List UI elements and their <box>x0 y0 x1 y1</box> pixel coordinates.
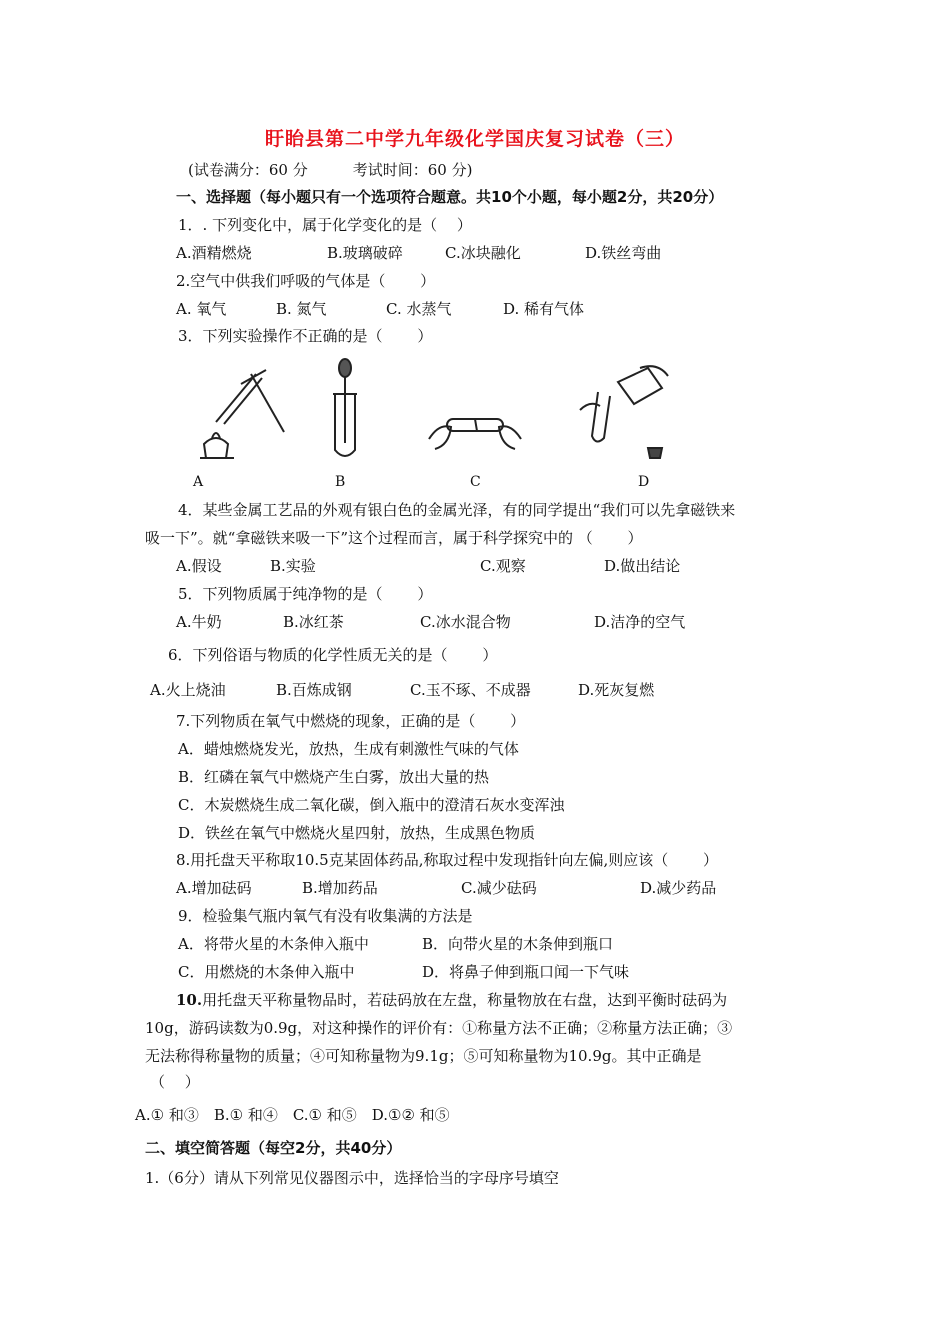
question-9-option-c: C．用燃烧的木条伸入瓶中 <box>178 963 355 981</box>
question-1-option-b: B.玻璃破碎 <box>327 244 403 262</box>
question-9-option-a: A．将带火星的木条伸入瓶中 <box>178 935 369 953</box>
section-2-heading: 二、填空简答题（每空2分，共40分） <box>145 1139 402 1157</box>
question-7-stem: 7.下列物质在氧气中燃烧的现象，正确的是（ ） <box>176 712 526 730</box>
exam-info: (试卷满分：60 分 考试时间：60 分) <box>188 161 473 179</box>
question-6-option-c: C.玉不琢、不成器 <box>410 681 531 699</box>
question-6-option-a: A.火上烧油 <box>150 681 226 699</box>
figure-b-dropper <box>325 358 365 462</box>
question-8-option-c: C.减少砝码 <box>461 879 537 897</box>
question-10-stem-line2: 10g，游码读数为0.9g，对这种操作的评价有：①称量方法不正确；②称量方法正确；③ <box>145 1019 733 1037</box>
figure-d-pouring-liquid <box>578 362 678 466</box>
question-5-option-b: B.冰红茶 <box>283 613 344 631</box>
question-8-stem: 8.用托盘天平称取10.5克某固体药品,称取过程中发现指针向左偏,则应该（ ） <box>176 851 719 869</box>
question-9-stem: 9．检验集气瓶内氧气有没有收集满的方法是 <box>178 907 473 925</box>
question-8-option-d: D.减少药品 <box>640 879 717 897</box>
question-4-stem-line2: 吸一下”。就“拿磁铁来吸一下”这个过程而言，属于科学探究中的 （ ） <box>145 529 643 547</box>
figure-a-heating-tube <box>196 362 296 462</box>
question-9-option-d: D．将鼻子伸到瓶口闻一下气味 <box>422 963 630 981</box>
question-4-option-b: B.实验 <box>270 557 316 575</box>
question-7-option-c: C．木炭燃烧生成二氧化碳，倒入瓶中的澄清石灰水变浑浊 <box>178 796 565 814</box>
question-1-option-c: C.冰块融化 <box>445 244 521 262</box>
question-5-option-c: C.冰水混合物 <box>420 613 511 631</box>
question-6-stem: 6．下列俗语与物质的化学性质无关的是（ ） <box>168 646 498 664</box>
question-5-option-a: A.牛奶 <box>176 613 222 631</box>
figure-d-label: D <box>638 474 650 490</box>
question-7-option-b: B．红磷在氧气中燃烧产生白雾，放出大量的热 <box>178 768 490 786</box>
question-10-stem-line3: 无法称得称量物的质量；④可知称量物为9.1g；⑤可知称量物为10.9g。其中正确是 <box>145 1047 702 1065</box>
question-10-number: 10. <box>176 991 203 1009</box>
section-1-heading: 一、选择题（每小题只有一个选项符合题意。共10个小题，每小题2分，共20分） <box>176 188 724 206</box>
question-4-stem-line1: 4．某些金属工艺品的外观有银白色的金属光泽，有的同学提出“我们可以先拿磁铁来 <box>178 501 736 519</box>
question-8-option-b: B.增加药品 <box>302 879 378 897</box>
question-1-option-a: A.酒精燃烧 <box>176 244 252 262</box>
figure-c-label: C <box>470 474 481 490</box>
figure-b-label: B <box>335 474 346 490</box>
question-7-option-a: A．蜡烛燃烧发光，放热，生成有刺激性气味的气体 <box>178 740 519 758</box>
fill-question-1: 1.（6分）请从下列常见仪器图示中，选择恰当的字母序号填空 <box>145 1169 559 1187</box>
question-10-options: A.① 和③ B.① 和④ C.① 和⑤ D.①② 和⑤ <box>135 1106 450 1124</box>
question-2-option-c: C. 水蒸气 <box>386 300 452 318</box>
page-title: 盱眙县第二中学九年级化学国庆复习试卷（三） <box>264 128 685 150</box>
question-4-option-a: A.假设 <box>176 557 222 575</box>
question-4-option-d: D.做出结论 <box>604 557 681 575</box>
question-10-stem-line4: （ ） <box>150 1073 200 1091</box>
question-2-stem: 2.空气中供我们呼吸的气体是（ ） <box>176 272 436 290</box>
question-5-option-d: D.洁净的空气 <box>594 613 686 631</box>
question-3-stem: 3．下列实验操作不正确的是（ ） <box>178 327 433 345</box>
question-1-option-d: D.铁丝弯曲 <box>585 244 662 262</box>
question-9-option-b: B．向带火星的木条伸到瓶口 <box>422 935 614 953</box>
figure-a-label: A <box>193 474 204 490</box>
figure-c-shaking-tube <box>425 405 525 455</box>
question-8-option-a: A.增加砝码 <box>176 879 252 897</box>
question-5-stem: 5．下列物质属于纯净物的是（ ） <box>178 585 433 603</box>
question-6-option-d: D.死灰复燃 <box>578 681 655 699</box>
question-2-option-a: A. 氧气 <box>176 300 227 318</box>
question-2-option-d: D. 稀有气体 <box>503 300 585 318</box>
question-10-stem-line1 <box>176 990 727 1010</box>
question-7-option-d: D．铁丝在氧气中燃烧火星四射，放热，生成黑色物质 <box>178 824 536 842</box>
question-10-text: 用托盘天平称量物品时，若砝码放在左盘，称量物放在右盘，达到平衡时砝码为 <box>202 991 728 1009</box>
question-6-option-b: B.百炼成钢 <box>276 681 352 699</box>
question-4-option-c: C.观察 <box>480 557 526 575</box>
question-2-option-b: B. 氮气 <box>276 300 327 318</box>
question-1-stem: 1．. 下列变化中，属于化学变化的是（ ） <box>178 216 472 234</box>
